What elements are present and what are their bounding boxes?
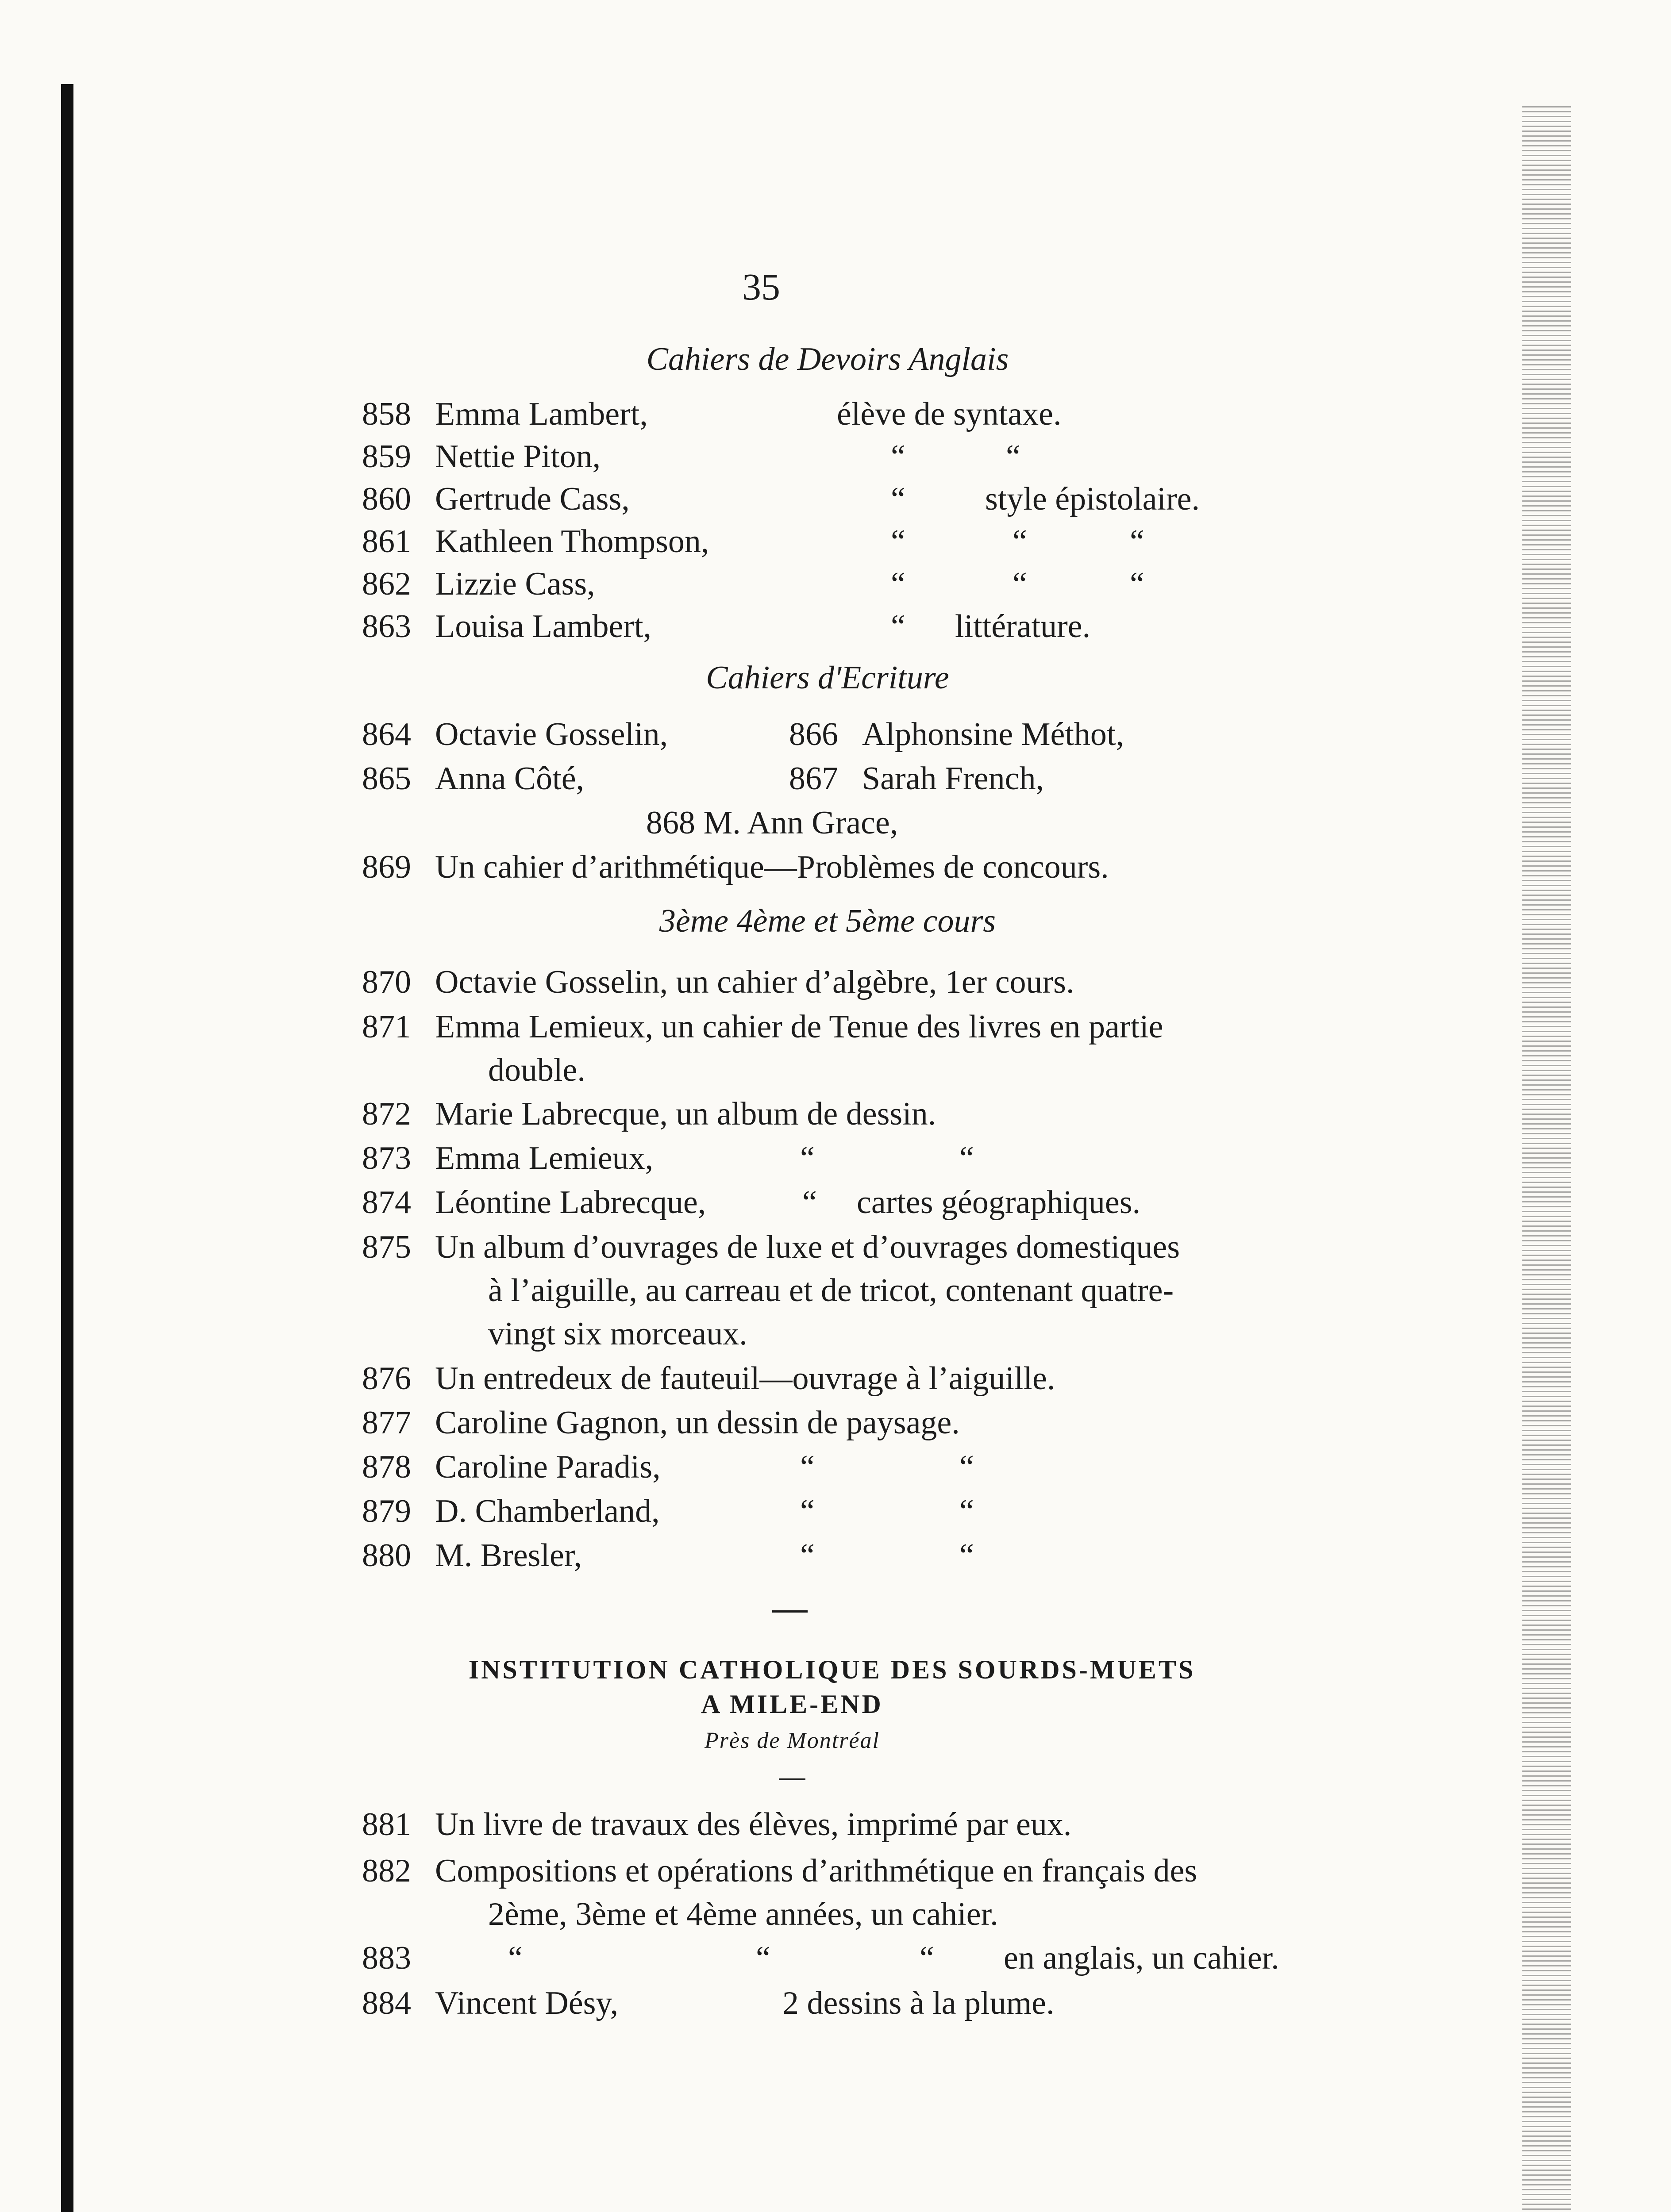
entry-name: M. Bresler, (435, 1537, 582, 1574)
ditto-mark: “ (1013, 566, 1027, 602)
ditto-mark: “ (1130, 523, 1144, 560)
entry-description: élève de syntaxe. (837, 396, 1062, 432)
ditto-mark: “ (959, 1140, 974, 1176)
entry-centered: 868 M. Ann Grace, (646, 805, 898, 841)
ditto-mark: “ (891, 438, 905, 475)
entry-text: Marie Labrecque, un album de dessin. (435, 1096, 936, 1132)
entry-number: 873 (362, 1140, 411, 1176)
entry-name: Nettie Piton, (435, 438, 601, 475)
entry-number: 884 (362, 1985, 411, 2021)
entry-name: Caroline Paradis, (435, 1449, 661, 1485)
page-number: 35 (742, 265, 780, 308)
entry-name: Alphonsine Méthot, (862, 716, 1124, 753)
list-item (362, 1005, 1307, 1092)
entry-name: Lizzie Cass, (435, 566, 595, 602)
entry-continuation: vingt six morceaux. (488, 1316, 747, 1352)
entry-number: 875 (362, 1229, 411, 1265)
entry-description: style épistolaire. (985, 481, 1200, 517)
entry-number: 881 (362, 1806, 411, 1843)
list-item (646, 802, 898, 844)
section-heading-cours: 3ème 4ème et 5ème cours (659, 903, 996, 939)
entry-number: 872 (362, 1096, 411, 1132)
entry-text: en anglais, un cahier. (1004, 1940, 1279, 1976)
entry-number: 866 (789, 716, 838, 753)
entry-number: 883 (362, 1940, 411, 1976)
ditto-mark: “ (800, 1537, 815, 1574)
entry-number: 877 (362, 1405, 411, 1441)
list-item (362, 1849, 1307, 1936)
entry-text: Compositions et opérations d’arithmétique en français des (435, 1853, 1197, 1889)
ditto-mark: “ (891, 566, 905, 602)
entry-number: 862 (362, 566, 411, 602)
entry-description: littérature. (955, 608, 1091, 645)
entry-number: 882 (362, 1853, 411, 1889)
institution-subtitle: Près de Montréal (705, 1728, 880, 1753)
entry-name: Gertrude Cass, (435, 481, 630, 517)
entry-text: Caroline Gagnon, un dessin de paysage. (435, 1405, 960, 1441)
entry-number: 863 (362, 608, 411, 645)
entry-number: 861 (362, 523, 411, 560)
ditto-mark: “ (891, 481, 905, 517)
section-heading-devoirs-anglais: Cahiers de Devoirs Anglais (646, 341, 1009, 377)
entry-number: 870 (362, 964, 411, 1000)
entry-continuation: 2ème, 3ème et 4ème années, un cahier. (488, 1896, 998, 1932)
entry-number: 867 (789, 760, 838, 797)
entry-number: 879 (362, 1493, 411, 1529)
entry-text: Un entredeux de fauteuil—ouvrage à l’aiguille. (435, 1360, 1055, 1397)
entry-text: Un album d’ouvrages de luxe et d’ouvrages domestiques (435, 1229, 1180, 1265)
entry-number: 876 (362, 1360, 411, 1397)
book-binding-edge (61, 84, 73, 2212)
ditto-mark: “ (800, 1493, 815, 1529)
ditto-mark: “ (959, 1449, 974, 1485)
entry-number: 869 (362, 849, 411, 885)
entry-continuation: à l’aiguille, au carreau et de tricot, contenant quatre- (488, 1272, 1174, 1309)
ditto-mark: “ (508, 1940, 523, 1976)
ditto-mark: “ (1006, 438, 1020, 475)
entry-name: Sarah French, (862, 760, 1044, 797)
entry-number: 860 (362, 481, 411, 517)
entry-text: Un cahier d’arithmétique—Problèmes de concours. (435, 849, 1109, 885)
entry-number: 880 (362, 1537, 411, 1574)
institution-title: INSTITUTION CATHOLIQUE DES SOURDS-MUETS (468, 1655, 1196, 1684)
entry-number: 859 (362, 438, 411, 475)
entry-number: 871 (362, 1009, 411, 1045)
list-item (362, 1225, 1307, 1356)
entry-name: Emma Lemieux, (435, 1140, 654, 1176)
page-edge-texture (1522, 106, 1571, 2212)
entry-number: 878 (362, 1449, 411, 1485)
entry-text: Un livre de travaux des élèves, imprimé par eux. (435, 1806, 1072, 1843)
entry-number: 858 (362, 396, 411, 432)
entry-number: 865 (362, 760, 411, 797)
ditto-mark: “ (1130, 566, 1144, 602)
entry-name: Vincent Désy, (435, 1985, 619, 2021)
institution-location: A MILE-END (701, 1690, 883, 1719)
ditto-mark: “ (1013, 523, 1027, 560)
entry-description: cartes géographiques. (857, 1184, 1141, 1221)
entry-number: 864 (362, 716, 411, 753)
ditto-mark: “ (959, 1537, 974, 1574)
ditto-mark: “ (891, 608, 905, 645)
entry-continuation: double. (488, 1052, 585, 1088)
entry-text: Octavie Gosselin, un cahier d’algèbre, 1er cours. (435, 964, 1074, 1000)
ditto-mark: “ (802, 1184, 817, 1221)
entry-name: Octavie Gosselin, (435, 716, 668, 753)
entry-name: D. Chamberland, (435, 1493, 660, 1529)
ditto-mark: “ (756, 1940, 770, 1976)
entry-name: Léontine Labrecque, (435, 1184, 706, 1221)
entry-text: Emma Lemieux, un cahier de Tenue des livres en partie (435, 1009, 1163, 1045)
section-divider (779, 1778, 805, 1780)
entry-text: 2 dessins à la plume. (782, 1985, 1055, 2021)
ditto-mark: “ (800, 1449, 815, 1485)
section-divider (772, 1610, 808, 1613)
entry-name: Emma Lambert, (435, 396, 648, 432)
entry-name: Louisa Lambert, (435, 608, 652, 645)
ditto-mark: “ (959, 1493, 974, 1529)
entry-name: Kathleen Thompson, (435, 523, 709, 560)
ditto-mark: “ (920, 1940, 934, 1976)
entry-number: 874 (362, 1184, 411, 1221)
ditto-mark: “ (800, 1140, 815, 1176)
entry-name: Anna Côté, (435, 760, 585, 797)
section-heading-ecriture: Cahiers d'Ecriture (706, 660, 949, 696)
ditto-mark: “ (891, 523, 905, 560)
